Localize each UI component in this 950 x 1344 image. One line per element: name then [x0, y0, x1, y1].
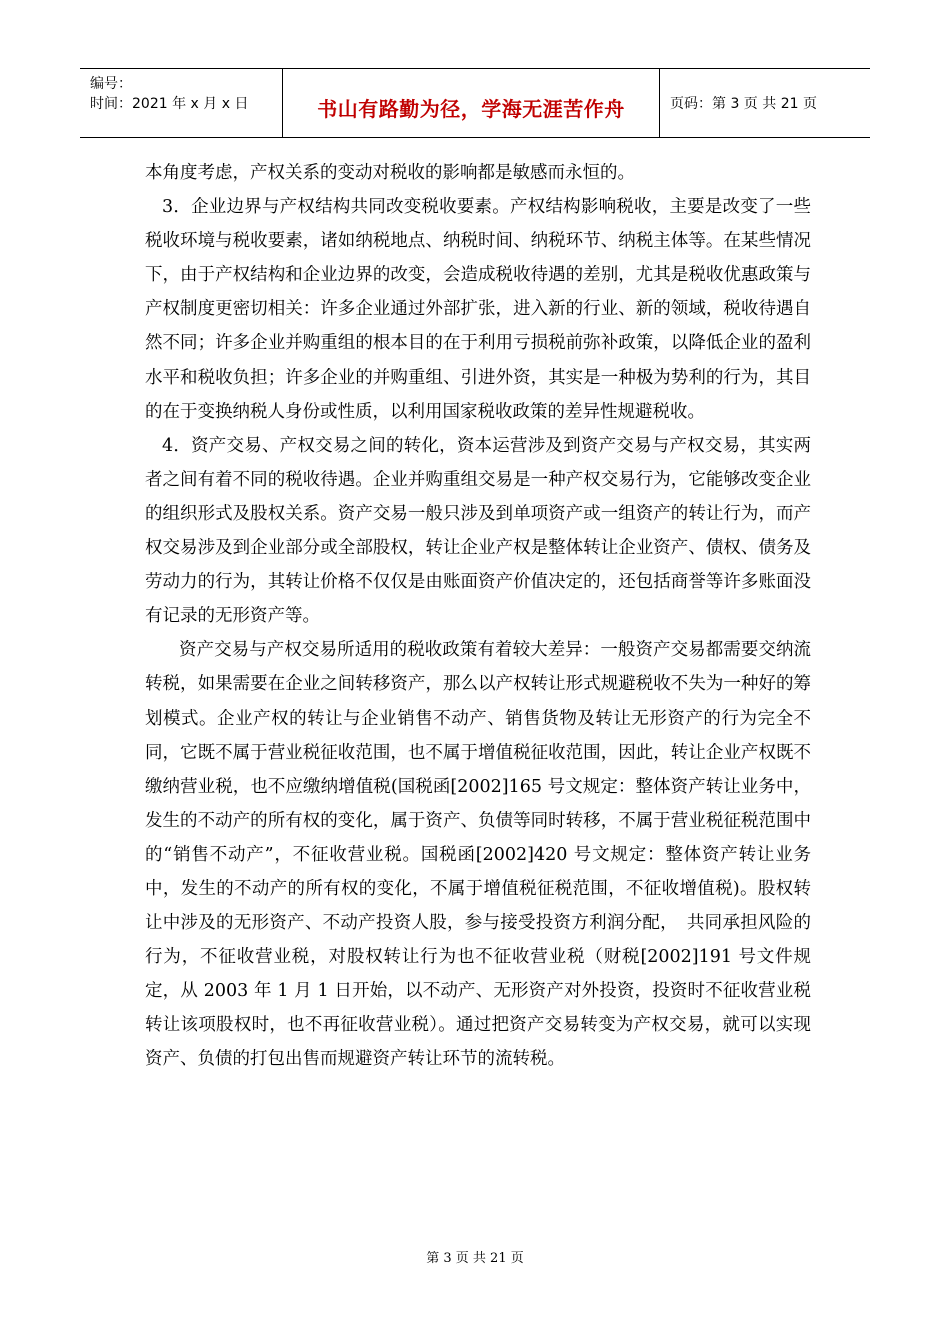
header-page-cell [660, 69, 870, 137]
document-body [145, 156, 811, 1077]
document-number-label: 编号： [90, 76, 132, 92]
document-time-label: 时间：2021 年 x 月 x 日 [90, 96, 249, 112]
header-page-number: 页码：第 3 页 共 21 页 [670, 96, 817, 112]
body-paragraph-4: 4．资产交易、产权交易之间的转化，资本运营涉及到资产交易与产权交易，其实两者之间有着不同的税收待遇。企业并购重组交易是一种产权交易行为，它能够改变企业的组织形式及股权关系。资产交易一般只涉及到单项资产或一组资产的转让行为，而产权交易涉及到企业部分或全部股权，转让企业产权是整体转让企业资产、债权、债务及劳动力的行为，其转让价格不仅仅是由账面资产价值决定的，还包括商誉等许多账面没有记录的无形资产等。 [145, 435, 811, 627]
body-paragraph-continuation: 本角度考虑，产权关系的变动对税收的影响都是敏感而永恒的。 [145, 163, 635, 183]
body-paragraph-3: 3．企业边界与产权结构共同改变税收要素。产权结构影响税收，主要是改变了一些税收环境与税收要素，诸如纳税地点、纳税时间、纳税环节、纳税主体等。在某些情况下，由于产权结构和企业边界的改变，会造成税收待遇的差别，尤其是税收优惠政策与产权制度更密切相关：许多企业通过外部扩张，进入新的行业、新的领域，税收待遇自然不同；许多企业并购重组的根本目的在于利用亏损税前弥补政策，以降低企业的盈利水平和税收负担；许多企业的并购重组、引进外资，其实是一种极为势利的行为，其目的在于变换纳税人身份或性质，以利用国家税收政策的差异性规避税收。 [145, 197, 811, 422]
header-meta-cell [80, 69, 283, 137]
header-motto: 书山有路勤为径，学海无涯苦作舟 [317, 97, 625, 121]
header-motto-cell [283, 69, 660, 137]
body-paragraph-tax-policy: 资产交易与产权交易所适用的税收政策有着较大差异：一般资产交易都需要交纳流转税，如果需要在企业之间转移资产，那么以产权转让形式规避税收不失为一种好的筹划模式。企业产权的转让与企业销售不动产、销售货物及转让无形资产的行为完全不同，它既不属于营业税征收范围，也不属于增值税征收范围，因此，转让企业产权既不缴纳营业税，也不应缴纳增值税(国税函[2002]165 号文规定：整体资产转让业务中，发生的不动产的所有权的变化，属于资产、负债等同时转移，不属于营业税征税范围中的“销售不动产”，不征收营业税。国税函[2002]420 号文规定：整体资产转让业务中，发生的不动产的所有权的变化，不属于增值税征税范围，不征收增值税)。股权转让中涉及的无形资产、不动产投资人股，参与接受投资方利润分配， 共同承担风险的行为，不征收营业税，对股权转让行为也不征收营业税（财税[2002]191 号文件规定，从 2003 年 1 月 1 日开始，以不动产、无形资产对外投资，投资时不征收营业税转让该项股权时，也不再征收营业税）。通过把资产交易转变为产权交易，就可以实现资产、负债的打包出售而规避资产转让环节的流转税。 [145, 640, 811, 1070]
page-footer: 第 3 页 共 21 页 [426, 1251, 524, 1266]
page-header [80, 68, 870, 138]
